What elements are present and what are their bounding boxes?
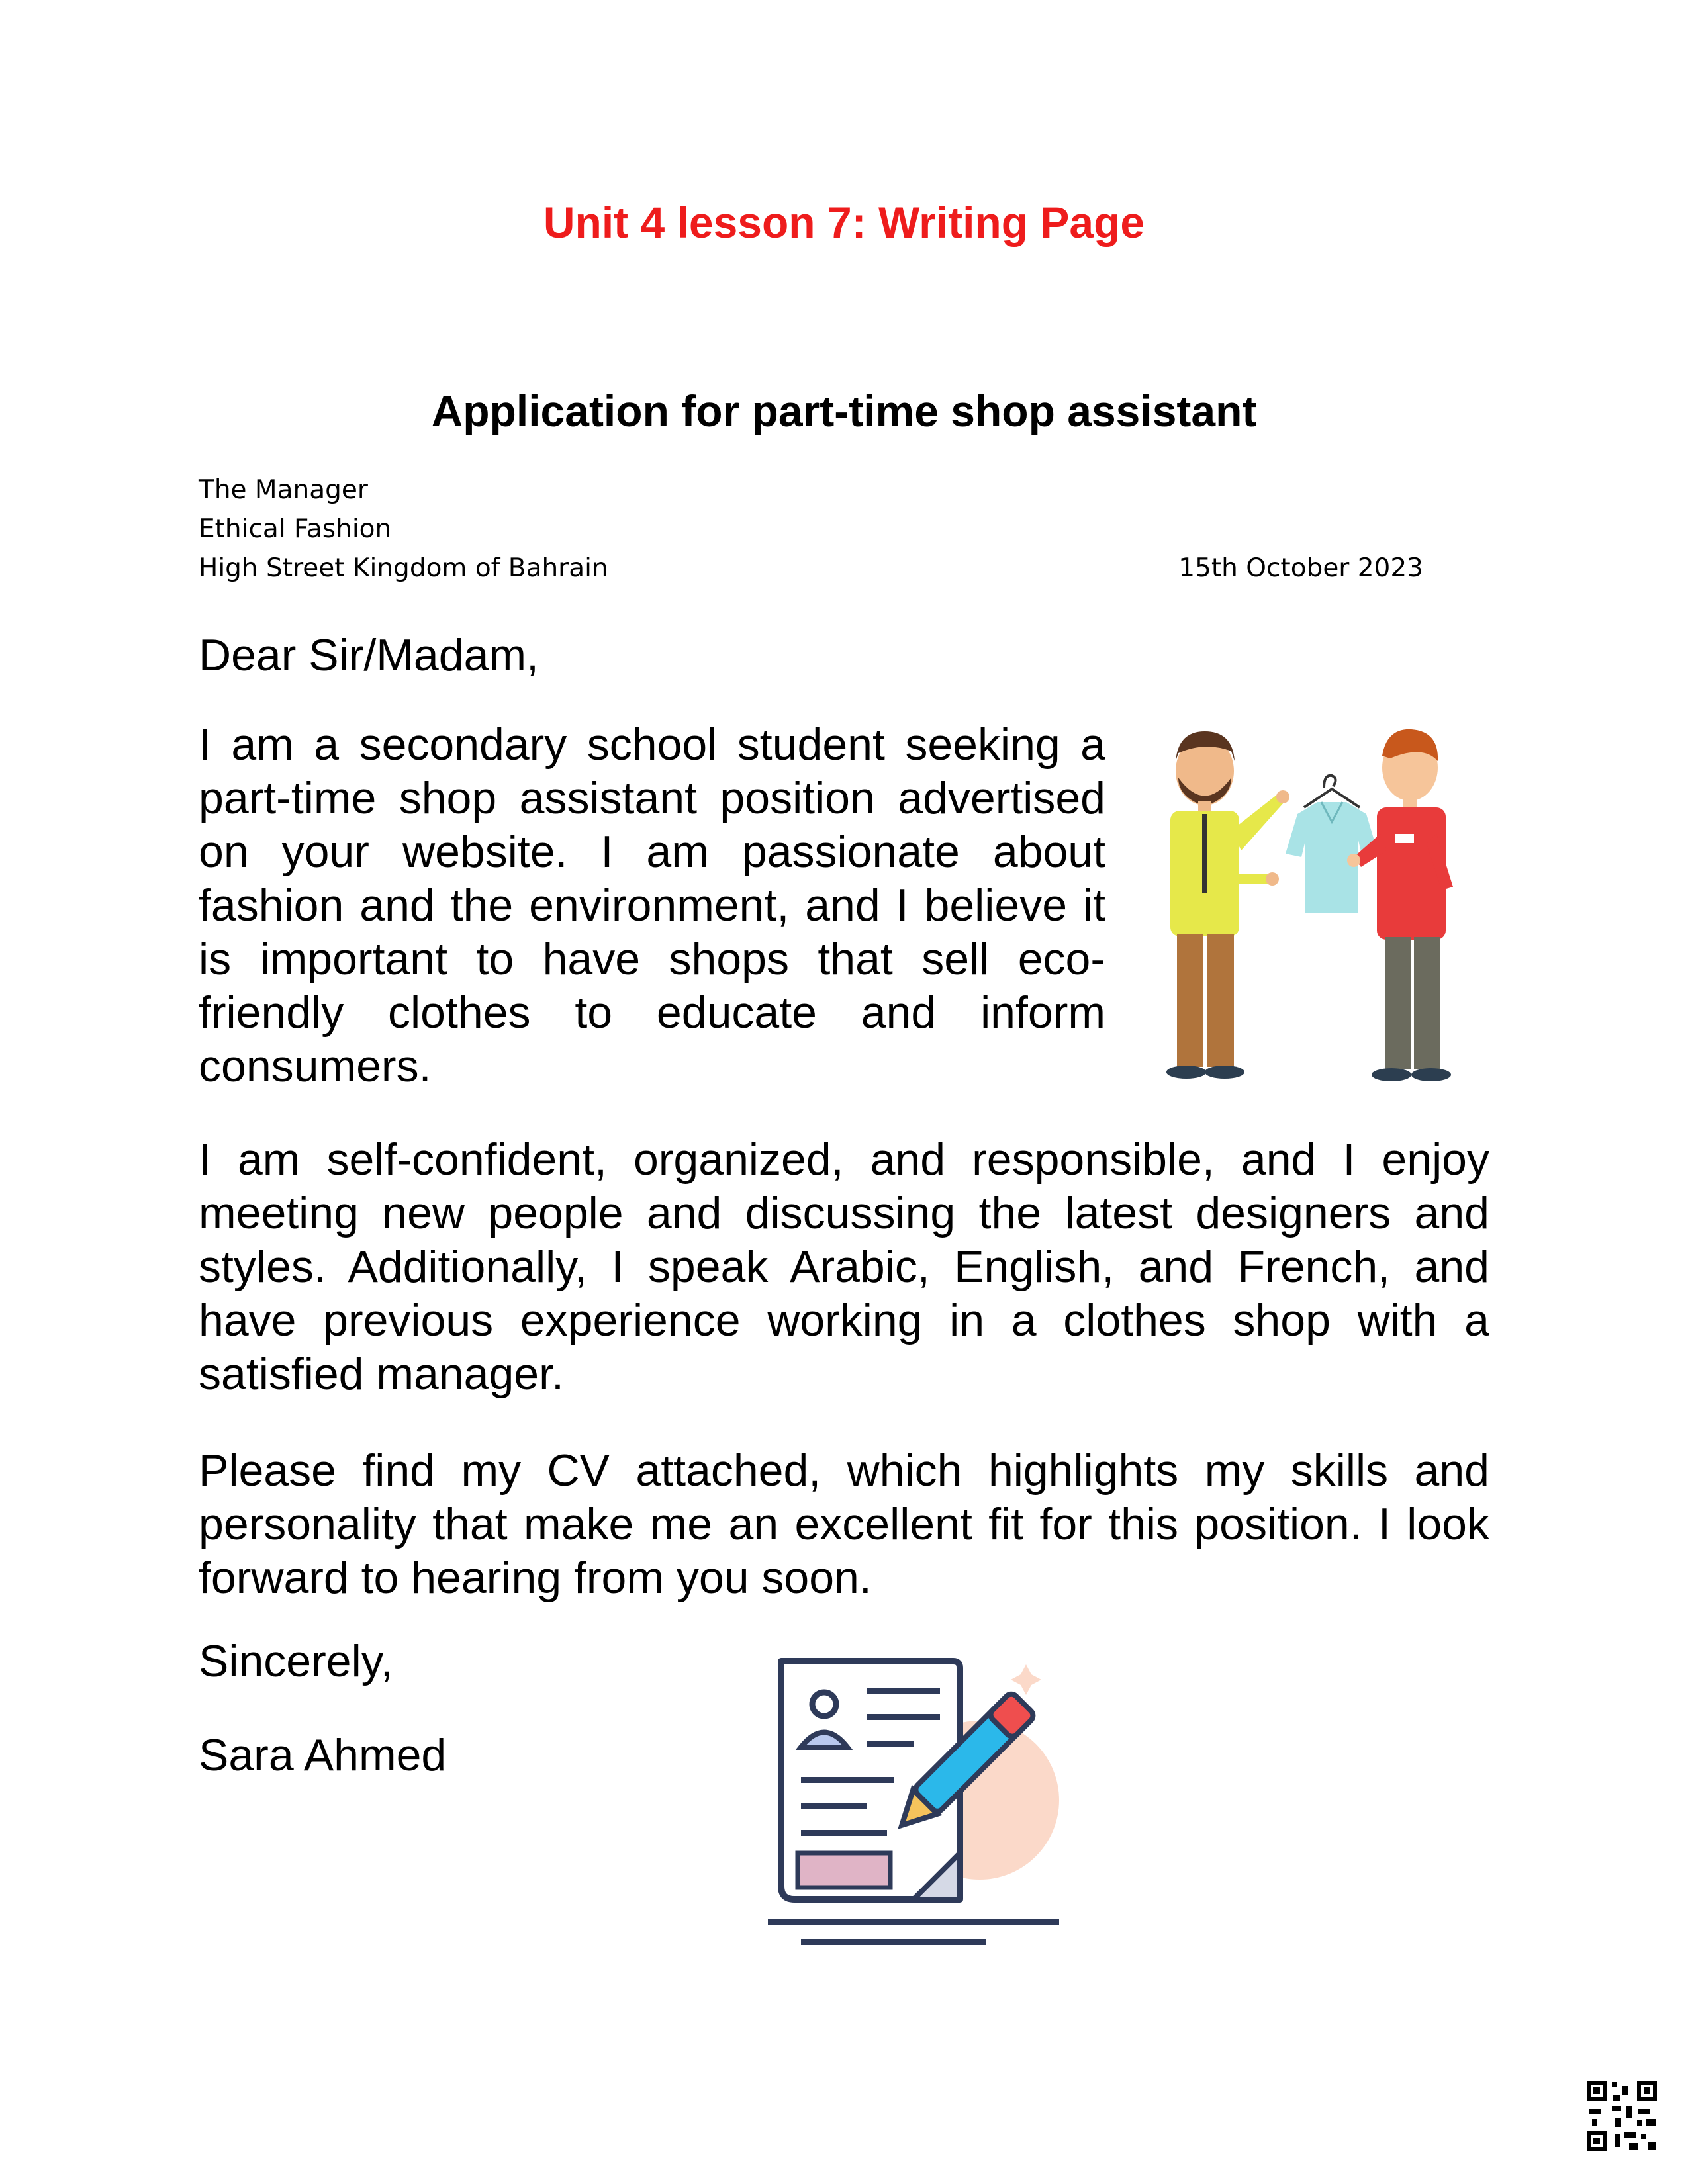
- recipient-line-2: Ethical Fashion: [199, 514, 392, 544]
- greeting: Dear Sir/Madam,: [199, 630, 539, 680]
- shop-assistant-illustration: [1125, 715, 1496, 1099]
- signature: Sara Ahmed: [199, 1730, 447, 1780]
- customer-figure: [1166, 731, 1289, 1079]
- paragraph-1: I am a secondary school student seeking a part-time shop assistant position advertised on your website. I am passionate about fashion and the environment, and I believe it is important to have shops that sell eco-friendly clothes to educate and inform consumers.: [199, 719, 1105, 1091]
- assistant-figure: [1347, 729, 1453, 1081]
- qr-code-icon: [1585, 2079, 1658, 2152]
- unit-title: Unit 4 lesson 7: Writing Page: [543, 198, 1145, 247]
- paragraph-3: Please find my CV attached, which highlights my skills and personality that make me an excellent fit for this position. I look forward to hearing from you soon.: [199, 1445, 1489, 1603]
- cv-document-icon: [761, 1648, 1072, 1959]
- letter-title: Application for part-time shop assistant: [431, 387, 1257, 435]
- paragraph-2: I am self-confident, organized, and responsible, and I enjoy meeting new people and discussing the latest designers and styles. Additionally, I speak Arabic, English, and French, and have previous experience working in a clothes shop with a satisfied manager.: [199, 1134, 1489, 1399]
- closing: Sincerely,: [199, 1636, 393, 1686]
- recipient-line-3: High Street Kingdom of Bahrain: [199, 553, 608, 583]
- letter-date: 15th October 2023: [1178, 553, 1423, 583]
- recipient-line-1: The Manager: [199, 475, 368, 505]
- shirt-on-hanger: [1286, 776, 1378, 913]
